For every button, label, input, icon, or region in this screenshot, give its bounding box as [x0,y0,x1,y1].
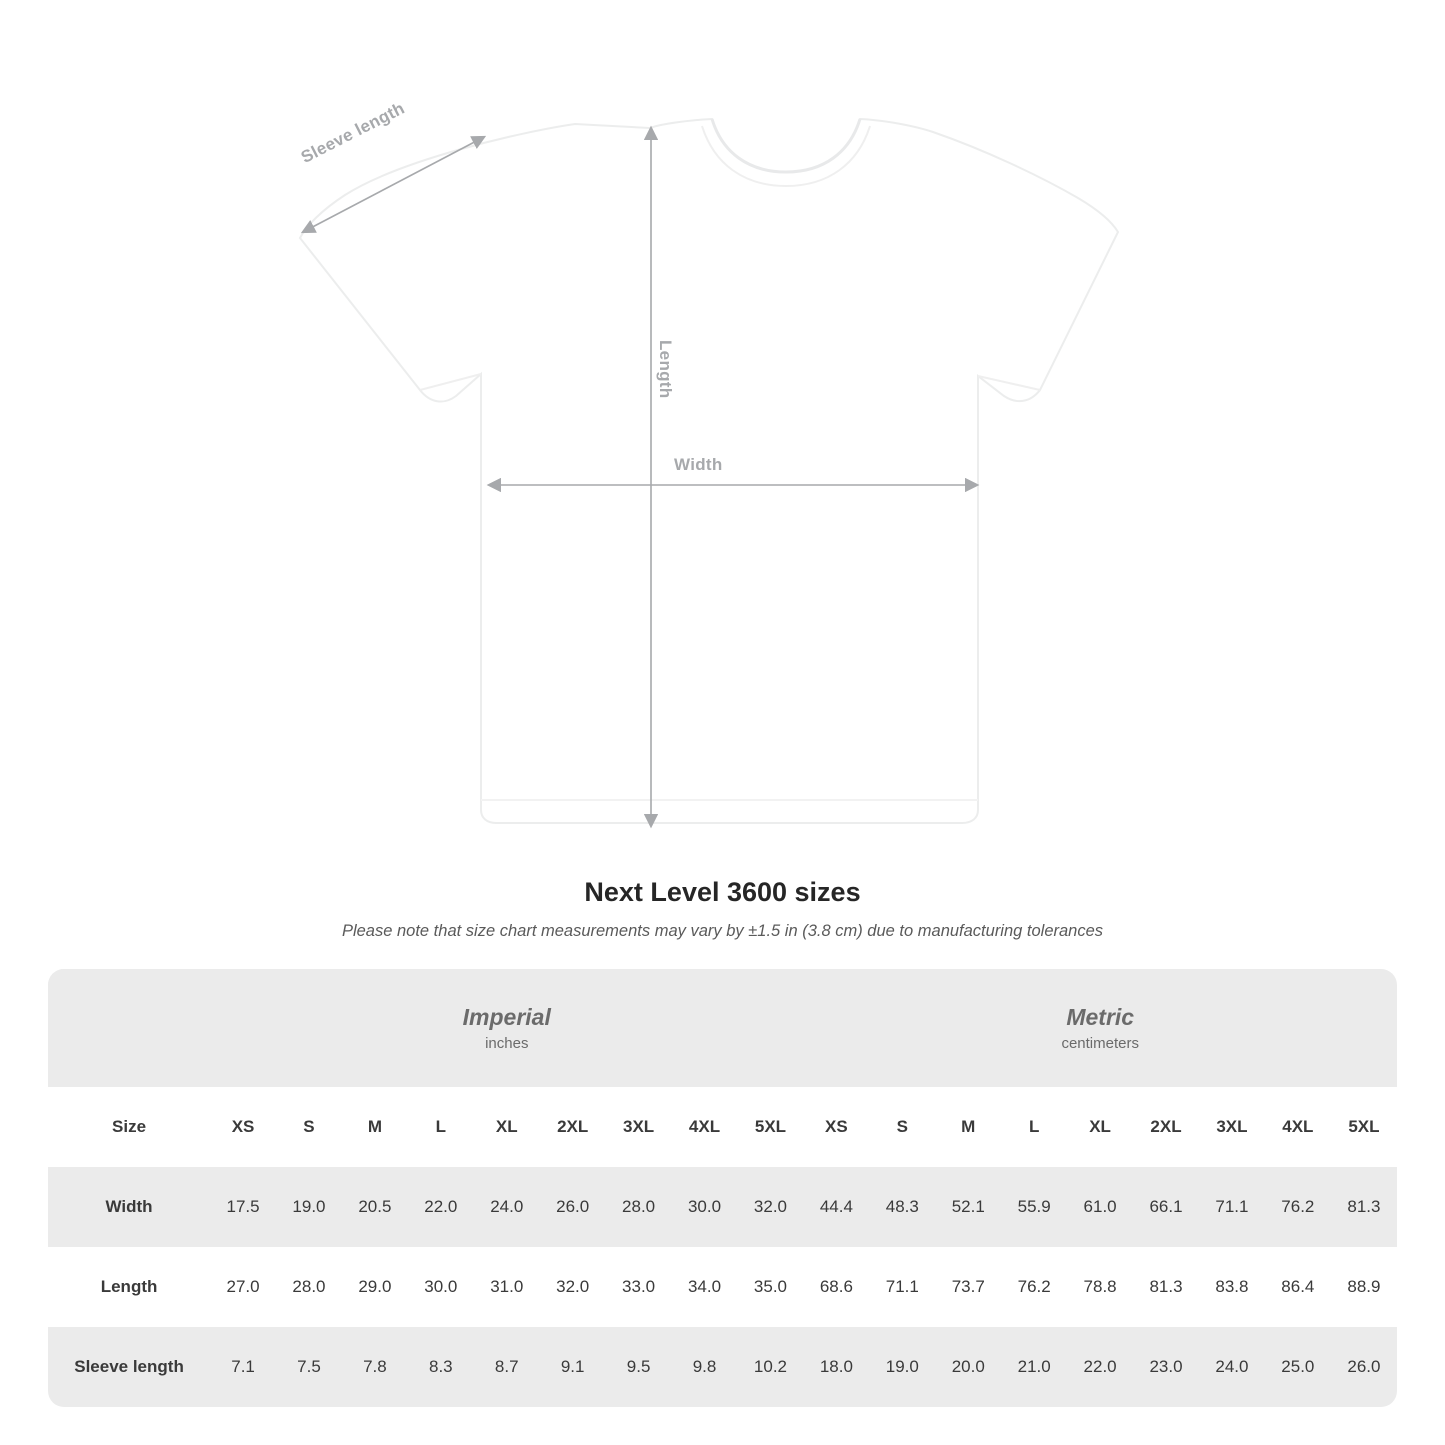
size-col-imperial-5xl: 5XL [754,1117,787,1136]
size-col-metric-5xl: 5XL [1348,1117,1380,1136]
size-col-metric-4xl: 4XL [1282,1117,1314,1136]
cell-sleeve-imperial-xl: 8.7 [494,1357,519,1376]
cell-length-imperial-m: 29.0 [358,1277,392,1296]
cell-length-metric-4xl: 86.4 [1281,1277,1315,1296]
size-header-row [48,1087,1397,1167]
cell-sleeve-metric-2xl: 23.0 [1149,1357,1183,1376]
size-col-imperial-s: S [303,1117,315,1136]
table-row [48,1167,1397,1247]
size-col-imperial-xs: XS [231,1117,255,1136]
cell-sleeve-imperial-2xl: 9.1 [560,1357,585,1376]
title-block [0,877,1445,941]
unit-imperial-sub: inches [485,1034,529,1052]
row-label-sleeve-length: Sleeve length [74,1357,184,1376]
size-col-metric-l: L [1028,1117,1040,1136]
size-col-imperial-2xl: 2XL [557,1117,589,1136]
size-col-metric-xl: XL [1089,1117,1111,1136]
cell-width-imperial-4xl: 30.0 [687,1197,722,1216]
cell-length-imperial-xl: 31.0 [490,1277,524,1296]
length-label: Length [656,340,675,399]
size-col-metric-m: M [961,1117,976,1136]
cell-length-imperial-5xl: 35.0 [753,1277,787,1296]
cell-sleeve-imperial-xs: 7.1 [231,1357,255,1376]
cell-width-metric-4xl: 76.2 [1281,1197,1315,1216]
cell-length-metric-5xl: 88.9 [1347,1277,1381,1296]
cell-width-imperial-m: 20.5 [358,1197,392,1216]
sleeve-length-label: Sleeve length [298,98,408,167]
cell-sleeve-metric-m: 20.0 [951,1357,985,1376]
unit-header-row [48,969,1397,1087]
cell-width-metric-3xl: 71.1 [1215,1197,1249,1216]
cell-width-metric-5xl: 81.3 [1347,1197,1381,1216]
cell-length-imperial-3xl: 33.0 [622,1277,656,1296]
row-label-width: Width [105,1197,153,1216]
cell-sleeve-metric-xl: 22.0 [1083,1357,1117,1376]
size-col-imperial-3xl: 3XL [622,1117,655,1136]
cell-width-imperial-5xl: 32.0 [753,1197,787,1216]
size-col-metric-xs: XS [825,1117,848,1136]
size-col-imperial-l: L [435,1117,447,1136]
cell-sleeve-metric-3xl: 24.0 [1215,1357,1249,1376]
cell-length-metric-m: 73.7 [951,1277,985,1296]
cell-width-metric-xs: 44.4 [819,1197,853,1216]
cell-width-metric-m: 52.1 [951,1197,985,1216]
cell-sleeve-imperial-l: 8.3 [429,1357,453,1376]
cell-sleeve-imperial-4xl: 9.8 [692,1357,717,1376]
cell-width-metric-s: 48.3 [885,1197,919,1216]
cell-width-imperial-2xl: 26.0 [556,1197,590,1216]
cell-sleeve-imperial-5xl: 10.2 [753,1357,787,1376]
cell-length-imperial-4xl: 34.0 [687,1277,722,1296]
page-title: Next Level 3600 sizes [584,877,861,907]
cell-length-imperial-2xl: 32.0 [556,1277,590,1296]
size-table [48,969,1397,1407]
size-header-label: Size [112,1117,147,1136]
cell-length-metric-s: 71.1 [885,1277,919,1296]
cell-length-imperial-s: 28.0 [292,1277,326,1296]
cell-length-metric-3xl: 83.8 [1215,1277,1249,1296]
cell-length-metric-l: 76.2 [1017,1277,1051,1296]
unit-group-imperial [210,969,803,1087]
cell-sleeve-metric-l: 21.0 [1017,1357,1051,1376]
cell-width-imperial-xl: 24.0 [490,1197,524,1216]
size-col-imperial-xl: XL [495,1117,518,1136]
cell-length-imperial-l: 30.0 [424,1277,458,1296]
cell-sleeve-metric-s: 19.0 [885,1357,919,1376]
unit-imperial-name: Imperial [462,1004,551,1031]
unit-metric-sub: centimeters [1061,1034,1139,1052]
size-col-imperial-4xl: 4XL [688,1117,721,1136]
cell-sleeve-metric-5xl: 26.0 [1347,1357,1381,1376]
size-col-metric-3xl: 3XL [1216,1117,1248,1136]
cell-sleeve-metric-4xl: 25.0 [1281,1357,1315,1376]
size-col-imperial-m: M [367,1117,382,1136]
width-label: Width [674,455,723,474]
cell-width-metric-2xl: 66.1 [1149,1197,1183,1216]
cell-length-metric-xs: 68.6 [819,1277,853,1296]
table-corner-cell [48,969,210,1087]
cell-sleeve-metric-xs: 18.0 [819,1357,853,1376]
cell-width-metric-xl: 61.0 [1083,1197,1117,1216]
size-table-wrapper [48,969,1397,1407]
size-col-metric-2xl: 2XL [1150,1117,1182,1136]
cell-length-metric-2xl: 81.3 [1149,1277,1183,1296]
cell-width-imperial-xs: 17.5 [226,1197,260,1216]
tolerance-note: Please note that size chart measurements may vary by ±1.5 in (3.8 cm) due to manufacturing tolerances [341,922,1104,940]
cell-sleeve-imperial-s: 7.5 [297,1357,321,1376]
row-label-length: Length [100,1277,158,1296]
cell-width-metric-l: 55.9 [1017,1197,1051,1216]
table-row [48,1327,1397,1407]
cell-width-imperial-l: 22.0 [424,1197,458,1216]
table-row [48,1247,1397,1327]
unit-metric-name: Metric [1066,1004,1135,1031]
cell-sleeve-imperial-3xl: 9.5 [626,1357,651,1376]
size-col-metric-s: S [896,1117,908,1136]
cell-width-imperial-s: 19.0 [292,1197,326,1216]
cell-sleeve-imperial-m: 7.8 [363,1357,387,1376]
cell-width-imperial-3xl: 28.0 [622,1197,656,1216]
cell-length-metric-xl: 78.8 [1083,1277,1117,1296]
cell-length-imperial-xs: 27.0 [226,1277,260,1296]
unit-group-metric [803,969,1397,1087]
